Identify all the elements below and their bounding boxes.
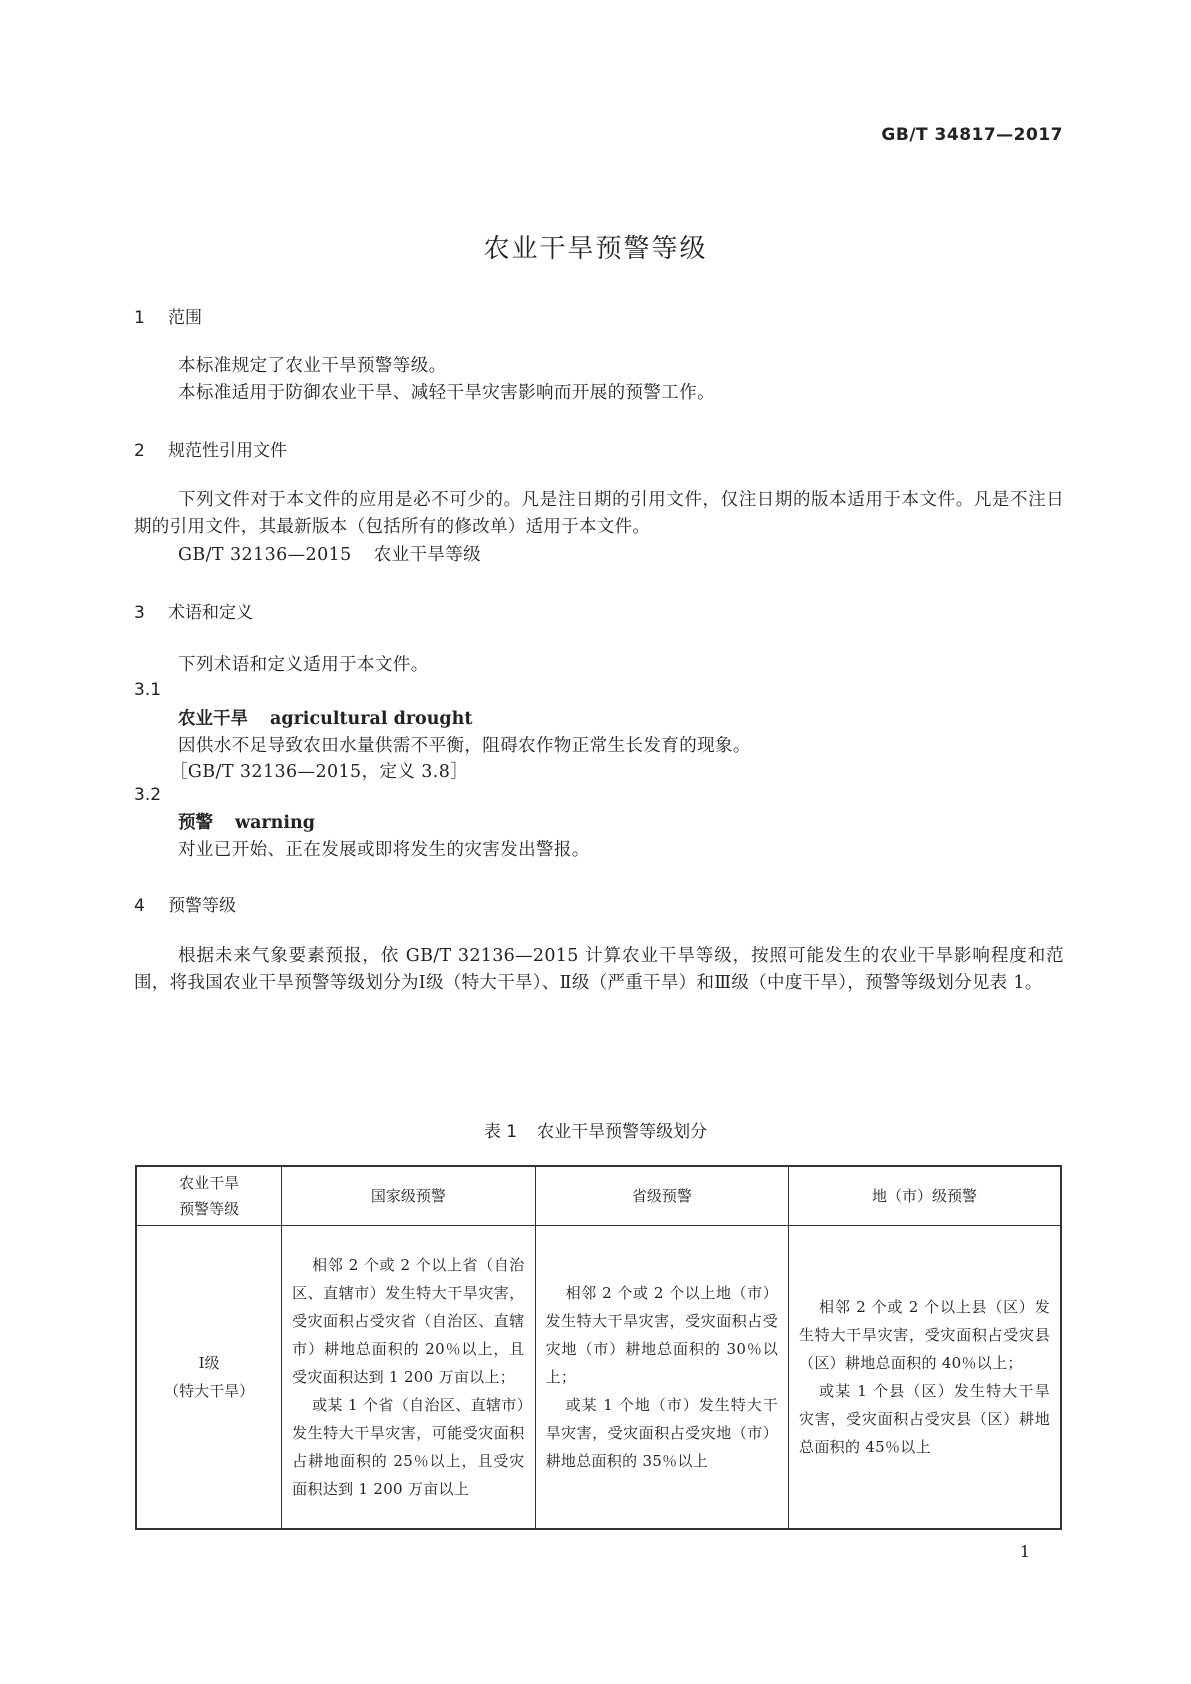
national-criteria-1: 相邻 2 个或 2 个以上省（自治区、直辖市）发生特大干旱灾害，受灾面积占受灾省（自治区、直辖市）耕地总面积的 20％以上，且受灾面积达到 1 200 万亩以上；	[292, 1256, 525, 1386]
warning-level-table	[135, 1165, 1062, 1530]
national-cell	[282, 1226, 535, 1530]
scope-paragraph-2: 本标准适用于防御农业干旱、减轻干旱灾害影响而开展的预警工作。	[178, 383, 715, 403]
table-caption-number: 表 1	[483, 1122, 518, 1142]
section-4-heading	[134, 891, 236, 916]
term-chinese: 预警	[178, 813, 213, 833]
level-desc: （特大干旱）	[164, 1382, 255, 1400]
section-title: 预警等级	[168, 896, 236, 916]
section-number: 4	[134, 896, 145, 916]
table-caption-title: 农业干旱预警等级划分	[537, 1122, 708, 1142]
provincial-criteria-2: 或某 1 个地（市）发生特大干旱灾害，受灾面积占受灾地（市）耕地总面积的 35％以上	[545, 1396, 779, 1470]
table-row	[136, 1226, 1061, 1530]
section-3-heading	[134, 598, 253, 623]
clause-number: 3.2	[134, 785, 162, 805]
section-title: 术语和定义	[168, 603, 253, 623]
level-cell	[136, 1226, 282, 1530]
table-header-row	[136, 1166, 1061, 1226]
section-number: 1	[134, 308, 145, 328]
header-level-line-1: 农业干旱	[179, 1174, 240, 1192]
term-source: ［GB/T 32136—2015，定义 3.8］	[170, 762, 469, 782]
reference-code: GB/T 32136—2015	[178, 545, 352, 565]
standard-code: GB/T 34817—2017	[881, 125, 1063, 145]
term-definition: 因供水不足导致农田水量供需不平衡，阻碍农作物正常生长发育的现象。	[178, 736, 751, 756]
level-name: Ⅰ级	[198, 1354, 220, 1372]
reference-title: 农业干旱等级	[373, 545, 482, 565]
page-number: 1	[1019, 1542, 1030, 1561]
city-criteria-2: 或某 1 个县（区）发生特大干旱灾害，受灾面积占受灾县（区）耕地总面积的 45％以上	[799, 1382, 1050, 1456]
section-1-heading	[134, 303, 202, 328]
term-chinese: 农业干旱	[178, 709, 248, 729]
header-national: 国家级预警	[282, 1166, 535, 1226]
table-caption	[0, 1117, 1191, 1142]
term-english: agricultural drought	[270, 709, 473, 729]
section-number: 3	[134, 603, 145, 623]
scope-paragraph-1: 本标准规定了农业干旱预警等级。	[178, 356, 447, 376]
document-title: 农业干旱预警等级	[483, 234, 708, 264]
section-title: 规范性引用文件	[168, 441, 287, 461]
terms-intro: 下列术语和定义适用于本文件。	[178, 655, 429, 675]
section-2-heading	[134, 436, 287, 461]
header-level-line-2: 预警等级	[179, 1200, 240, 1218]
term-entry	[178, 705, 472, 730]
warning-levels-paragraph: 根据未来气象要素预报，依 GB/T 32136—2015 计算农业干旱等级，按照可能发生的农业干旱影响程度和范围，将我国农业干旱预警等级划分为Ⅰ级（特大干旱）、Ⅱ级（严重干旱）和Ⅲ级（中度干旱），预警等级划分见表 1。	[134, 946, 1064, 993]
city-criteria-1: 相邻 2 个或 2 个以上县（区）发生特大干旱灾害，受灾面积占受灾县（区）耕地总面积的 40％以上；	[799, 1298, 1050, 1372]
section-title: 范围	[168, 308, 202, 328]
header-provincial: 省级预警	[535, 1166, 788, 1226]
national-criteria-2: 或某 1 个省（自治区、直辖市）发生特大干旱灾害，可能受灾面积占耕地面积的 25％以上，且受灾面积达到 1 200 万亩以上	[292, 1396, 525, 1498]
header-city: 地（市）级预警	[789, 1166, 1061, 1226]
term-entry	[178, 809, 315, 834]
term-definition: 对业已开始、正在发展或即将发生的灾害发出警报。	[178, 840, 590, 860]
reference-entry	[178, 541, 481, 566]
provincial-cell	[535, 1226, 788, 1530]
provincial-criteria-1: 相邻 2 个或 2 个以上地（市）发生特大干旱灾害，受灾面积占受灾地（市）耕地总面积的 30％以上；	[545, 1284, 779, 1386]
header-level	[136, 1166, 282, 1226]
city-cell	[789, 1226, 1061, 1530]
term-english: warning	[235, 813, 315, 833]
section-number: 2	[134, 441, 145, 461]
clause-number: 3.1	[134, 680, 162, 700]
normative-references-paragraph: 下列文件对于本文件的应用是必不可少的。凡是注日期的引用文件，仅注日期的版本适用于本文件。凡是不注日期的引用文件，其最新版本（包括所有的修改单）适用于本文件。	[134, 490, 1064, 537]
